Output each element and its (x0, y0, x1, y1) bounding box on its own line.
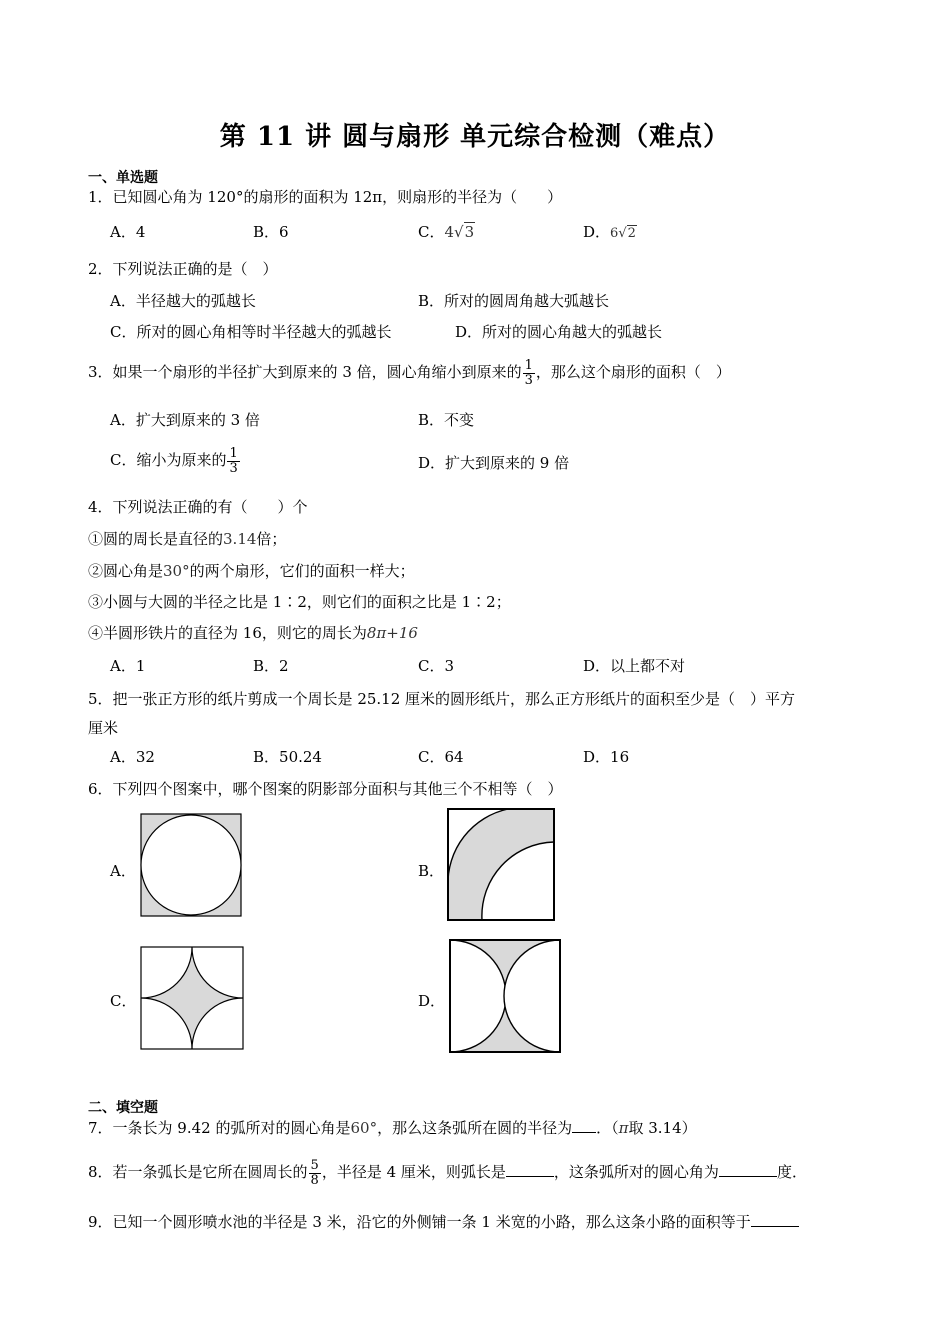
q6-figure-c[interactable] (140, 946, 244, 1050)
q5-option-a[interactable]: A．32 (110, 748, 155, 766)
q1-option-c-coef: 4 (444, 223, 455, 241)
q3-stem-part-a: 3．如果一个扇形的半径扩大到原来的 3 倍，圆心角缩小到原来的 (88, 363, 522, 381)
q6-figure-a[interactable] (140, 813, 242, 917)
q4-s1-text-a: ①圆的周长是直径的 (88, 530, 224, 548)
question-4-stem: 4．下列说法正确的有（ ）个 (88, 498, 308, 516)
q4-option-b[interactable]: B．2 (253, 657, 289, 675)
q6-figure-b[interactable] (446, 808, 556, 922)
q6-option-a[interactable]: A． (110, 862, 136, 880)
q3-fraction-numerator: 1 (524, 357, 533, 373)
q1-option-d-label: D． (583, 223, 611, 241)
q3-option-b[interactable]: B．不变 (418, 411, 475, 429)
q2-option-b[interactable]: B．所对的圆周角越大弧越长 (418, 292, 610, 310)
page-title: 第 11 讲 圆与扇形 单元综合检测（难点） (219, 122, 731, 152)
q3-option-c-numerator: 1 (229, 445, 238, 461)
q4-option-a[interactable]: A．1 (110, 657, 146, 675)
fig-a-circle (141, 815, 241, 915)
q8-numerator: 5 (310, 1157, 319, 1173)
q5-option-b[interactable]: B．50.24 (253, 748, 322, 766)
q8-fraction (309, 1159, 321, 1188)
q6-option-b[interactable]: B． (418, 862, 445, 880)
q6-option-d[interactable]: D． (418, 992, 446, 1010)
q4-s4-math: 8π+16 (366, 624, 418, 642)
q3-option-c-fraction (227, 447, 239, 476)
q6-option-c[interactable]: C． (110, 992, 137, 1010)
q2-option-a[interactable]: A．半径越大的弧越长 (110, 292, 256, 310)
q4-s4-text: ④半圆形铁片的直径为 16，则它的周长为 (88, 624, 367, 642)
q4-option-d[interactable]: D．以上都不对 (583, 657, 686, 675)
q9-answer-blank[interactable] (751, 1212, 799, 1227)
q4-s2-math: 30° (163, 562, 190, 580)
q7-angle: 60° (350, 1119, 378, 1137)
q8-text-a: 8．若一条弧长是它所在圆周长的 (88, 1163, 308, 1181)
q1-option-a[interactable]: A．4 (110, 223, 146, 241)
q8-answer-blank-1[interactable] (506, 1162, 554, 1177)
q8-answer-blank-2[interactable] (719, 1162, 777, 1177)
q4-statement-2 (88, 560, 415, 581)
q5-option-d[interactable]: D．16 (583, 748, 630, 766)
q4-s1-text-b: 倍； (256, 530, 287, 548)
q8-text-d: 度． (776, 1163, 807, 1181)
q4-s2-text-a: ②圆心角是 (88, 562, 164, 580)
q8-denominator: 8 (310, 1172, 319, 1188)
q7-text-d: 取 3.14） (628, 1119, 697, 1137)
question-6-stem: 6．下列四个图案中，哪个图案的阴影部分面积与其他三个不相等（ ） (88, 780, 563, 798)
q3-option-c[interactable] (110, 440, 241, 480)
q1-option-c[interactable]: C．4√3 (418, 223, 475, 241)
q1-option-d-coef: 6 (610, 226, 619, 241)
q7-text-b: ，那么这条弧所在圆的半径为 (377, 1119, 573, 1137)
q6-figure-d[interactable] (448, 938, 562, 1054)
q1-option-c-radicand: 3 (464, 223, 475, 241)
question-8 (88, 1150, 807, 1194)
question-9 (88, 1211, 799, 1232)
question-2-stem: 2．下列说法正确的是（ ） (88, 260, 278, 278)
q7-answer-blank[interactable] (572, 1118, 596, 1133)
q4-s2-text-b: 的两个扇形，它们的面积一样大； (189, 562, 415, 580)
q1-option-b[interactable]: B．6 (253, 223, 289, 241)
question-7 (88, 1117, 697, 1138)
question-5-stem-line-1: 5．把一张正方形的纸片剪成一个周长是 25.12 厘米的圆形纸片，那么正方形纸片的面积至少是（ ）平方 (88, 690, 796, 708)
q4-s1-math: 3.14 (223, 530, 257, 548)
q7-text-c: ．（ (596, 1119, 619, 1137)
q5-option-c[interactable]: C．64 (418, 748, 464, 766)
q8-text-b: ，半径是 4 厘米，则弧长是 (321, 1163, 506, 1181)
q2-option-c[interactable]: C．所对的圆心角相等时半径越大的弧越长 (110, 323, 392, 341)
q4-statement-3: ③小圆与大圆的半径之比是 1∶2，则它们的面积之比是 1∶2； (88, 593, 511, 611)
question-3-stem (88, 352, 731, 392)
q9-text: 9．已知一个圆形喷水池的半径是 3 米，沿它的外侧铺一条 1 米宽的小路，那么这条小路的面积等于 (88, 1213, 751, 1231)
q4-statement-4 (88, 622, 418, 643)
q7-text-a: 7．一条长为 9.42 的弧所对的圆心角是 (88, 1119, 351, 1137)
q3-option-a[interactable]: A．扩大到原来的 3 倍 (110, 411, 260, 429)
q8-text-c: ，这条弧所对的圆心角为 (553, 1163, 719, 1181)
q7-pi: π (618, 1119, 629, 1137)
q2-option-d[interactable]: D．所对的圆心角越大的弧越长 (455, 323, 663, 341)
q1-option-d[interactable]: D．6√2 (583, 223, 636, 241)
question-5-stem-line-2: 厘米 (88, 719, 119, 737)
q3-option-c-denominator: 3 (229, 460, 238, 476)
q3-stem-part-b: ，那么这个扇形的面积（ ） (535, 363, 731, 381)
section-heading-fill-in: 二、填空题 (88, 1100, 158, 1116)
question-1-stem: 1．已知圆心角为 120°的扇形的面积为 12π，则扇形的半径为（ ） (88, 188, 563, 206)
q3-fraction-denominator: 3 (524, 372, 533, 388)
q4-option-c[interactable]: C．3 (418, 657, 455, 675)
q3-option-d[interactable]: D．扩大到原来的 9 倍 (418, 454, 570, 472)
section-heading-single-choice: 一、单选题 (88, 170, 158, 186)
q3-option-c-text: C．缩小为原来的 (110, 451, 227, 469)
q3-fraction (523, 359, 535, 388)
q1-option-d-radicand: 2 (627, 226, 636, 241)
q4-statement-1 (88, 528, 286, 549)
q1-option-c-label: C． (418, 223, 445, 241)
